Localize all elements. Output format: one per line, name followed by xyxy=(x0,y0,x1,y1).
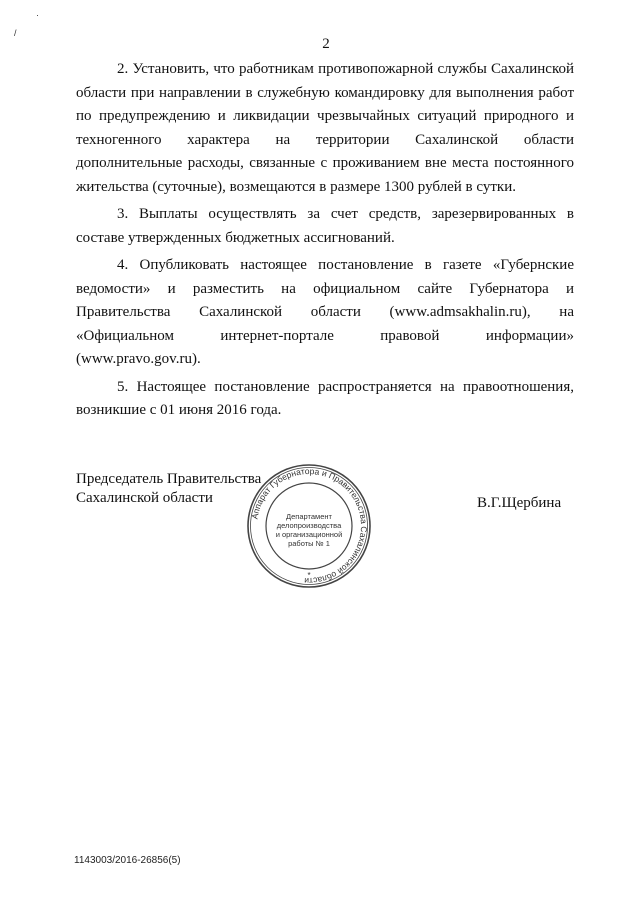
stamp-center-line-1: Департамент xyxy=(286,512,332,521)
paragraph-4: 4. Опубликовать настоящее постановление в газете «Губернские ведомости» и разместить на официальном сайте Губернатора и Правительства Сахалинской области (www.admsakhalin.ru), на «Официальном интернет-портале правовой информации» (www.pravo.gov.ru). xyxy=(76,257,574,367)
paragraph-2: 2. Установить, что работникам противопожарной службы Сахалинской области при направлении в служебную командировку для выполнения работ по предупреждению и ликвидации чрезвычайных ситуаций природного и техногенного характера на территории Сахалинской области дополнительные расходы, связанные с проживанием вне места постоянного жительства (суточные), возмещаются в размере 1300 рублей в сутки. xyxy=(76,61,574,195)
scan-mark-top: · xyxy=(36,10,39,20)
signatory-title-line-1: Председатель Правительства xyxy=(76,471,262,487)
scan-mark-left: / xyxy=(14,28,17,38)
paragraph-3: 3. Выплаты осуществлять за счет средств, зарезервированных в составе утвержденных бюджетных ассигнований. xyxy=(76,206,574,246)
stamp-star-icon: * xyxy=(307,571,311,580)
signatory-name: В.Г.Щербина xyxy=(477,495,562,511)
stamp-center-line-4: работы № 1 xyxy=(288,539,330,548)
signatory-title xyxy=(76,470,261,508)
paragraph-5: 5. Настоящее постановление распространяется на правоотношения, возникшие с 01 июня 2016 года. xyxy=(76,378,574,418)
page-number: 2 xyxy=(322,36,330,52)
stamp-center-line-3: и организационной xyxy=(275,530,343,539)
official-stamp xyxy=(246,463,372,589)
stamp-center-line-2: делопроизводства xyxy=(276,521,342,530)
stamp-ring-text: Аппарат Губернатора и Правительства Сахалинской области xyxy=(249,465,370,587)
document-code: 1143003/2016-26856(5) xyxy=(74,855,181,866)
signatory-title-line-2: Сахалинской области xyxy=(76,490,213,506)
document-body xyxy=(76,58,574,427)
